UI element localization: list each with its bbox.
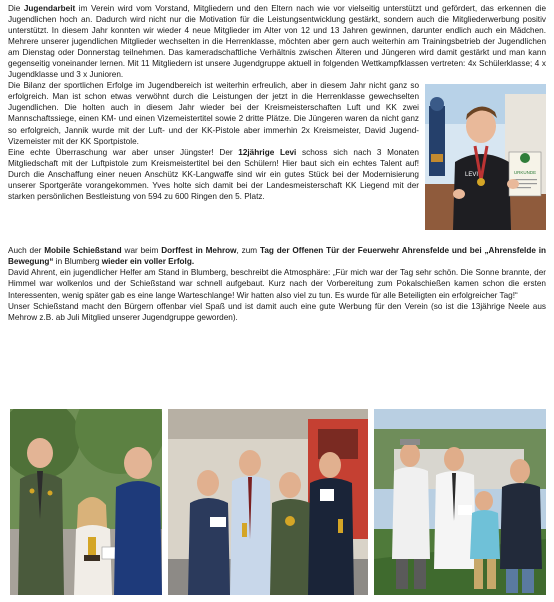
photo-levi-illustration — [425, 84, 546, 230]
photo-levi-with-certificate — [425, 84, 546, 230]
text-run: Auch der — [8, 246, 45, 256]
text-run: , zum — [236, 246, 260, 256]
bold-run: 12jährige Levi — [238, 147, 297, 157]
paragraph-youth-work — [8, 3, 546, 80]
shirt-lettering: LEVI — [465, 172, 479, 179]
text-run: schoss sich nach 3 Monaten Mitgliedschaft mit der Luftpistole zum Kreismeistertitel bei den Schülern! Hier baut sich ein echtes Talent auf! Durch die Anschaffung einer neuen Anschütz KK-Langwaffe sind wir ein gutes Stück bei der Modernisierung unserer Sportgeräte vorangekommen. Yves holte sich damit bei der Landesmeisterschaft KK Liegend mit der starken persönlichen Bestleistung von 594 zu 600 Ringen den 5. Platz. — [8, 147, 419, 201]
text-run: Unser Schießstand macht den Bürgern offenbar viel Spaß und ist damit auch eine gute Werbung für den Verein (so ist die 13jährige Neele aus Mehrow z.B. ab Juli Mitglied unserer Jugendgruppe geworden). — [8, 301, 546, 322]
bold-run: Tag der Offenen Tür der Feuerwehr Ahrensfelde und bei „Ahrensfelde in Bewegung“ — [8, 246, 547, 267]
bold-run: Jugendarbeit — [23, 4, 76, 13]
article-page — [8, 3, 546, 323]
text-run: Die — [8, 4, 24, 13]
text-run: Die Bilanz der sportlichen Erfolge im Jugendbereich ist weiterhin erfreulich, aber in diesem Jahr nicht ganz so erfolgreich. Man ist schon etwas verwöhnt durch die Leistungen der jetzt in die Herrenklasse gewechselten Jugendlichen. Die holten auch in diesem Jahr wieder bei der Kreismeisterschaften Luft und KK zwei Mannschaftssiege, einen KM- und einen Vizemeistertitel sowie 2 dritte Plätze. Die Jüngeren waren da nicht ganz so erfolgreich, Jannik wurde mit der Luft- und der KK-Pistole aber immerhin 2x Kreismeister, David Jugend-Vizemeister mit der KK Sportpistole. — [8, 81, 419, 146]
text-run: Eine echte Überraschung war aber unser Jüngster! Der — [8, 147, 239, 157]
bold-run: wieder ein voller Erfolg. — [101, 257, 195, 267]
photo-girl-illustration — [10, 409, 162, 595]
bold-run: Mobile Schießstand — [44, 246, 122, 256]
photo-award-illustration — [374, 409, 546, 595]
paragraph-david-quote — [8, 267, 546, 300]
photo-girl-with-trophy — [10, 409, 162, 595]
text-run: war beim — [121, 246, 162, 256]
photo-group-illustration — [168, 409, 368, 595]
bold-run: Dorffest in Mehrow — [161, 246, 237, 256]
text-run: im Verein wird vom Vorstand, Mitgliedern und den Eltern nach wie vor vielseitig unterstützt und gefördert, das erkennen die Jugendlichen hoch an. Dadurch wird nicht nur die Motivation für die Leistungsentwicklung gestärkt, sondern auch die Mitgliederwerbung positiv unterstützt. In diesem Jahr konnten wir wieder 4 neue Mitglieder im Alter von 12 und 13 Jahren gewinnen, darunter endlich auch ein Mädchen. Mehrere unserer jugendlichen Mitglieder wechselten in die Herrenklasse, möchten aber gern auch weiterhin am Trainingsbetrieb der Jugendlichen am Dienstag oder Donnerstag teilnehmen. Das kameradschaftliche Verhältnis zwischen Älteren und Jüngeren wird damit gestärkt und man kann gegenseitig voneinander lernen. Mit 11 Mitgliedern ist unsere Jugendgruppe aktuell in folgenden Wettkampfklassen vertreten: 4x Schülerklasse; 4 x Jugendklasse und 3 x Junioren. — [8, 4, 547, 80]
photo-award-outdoor — [374, 409, 546, 595]
photo-strip — [0, 409, 554, 599]
certificate-title: URKUNDE — [513, 170, 537, 176]
text-run: in Blumberg — [53, 257, 102, 267]
photo-group-with-medals — [168, 409, 368, 595]
paragraph-advertising — [8, 301, 546, 323]
paragraph-mobile-range — [8, 245, 546, 267]
text-run: David Ahrent, ein jugendlicher Helfer am Stand in Blumberg, beschreibt die Atmosphäre: „Für mich war der Tag sehr schön. Die Sonne brannte, der Himmel war wolkenlos und der Schießstand war schnell aufgebaut. Kurz nach der Vorbereitung zum Pokalschießen kamen schon die ersten Interessenten, wenig später gab es eine lange Warteschlange! Wir hatten also viel zu tun. Es wurde für alle Beteiligten ein erfolgreicher Tag!“ — [8, 268, 546, 300]
